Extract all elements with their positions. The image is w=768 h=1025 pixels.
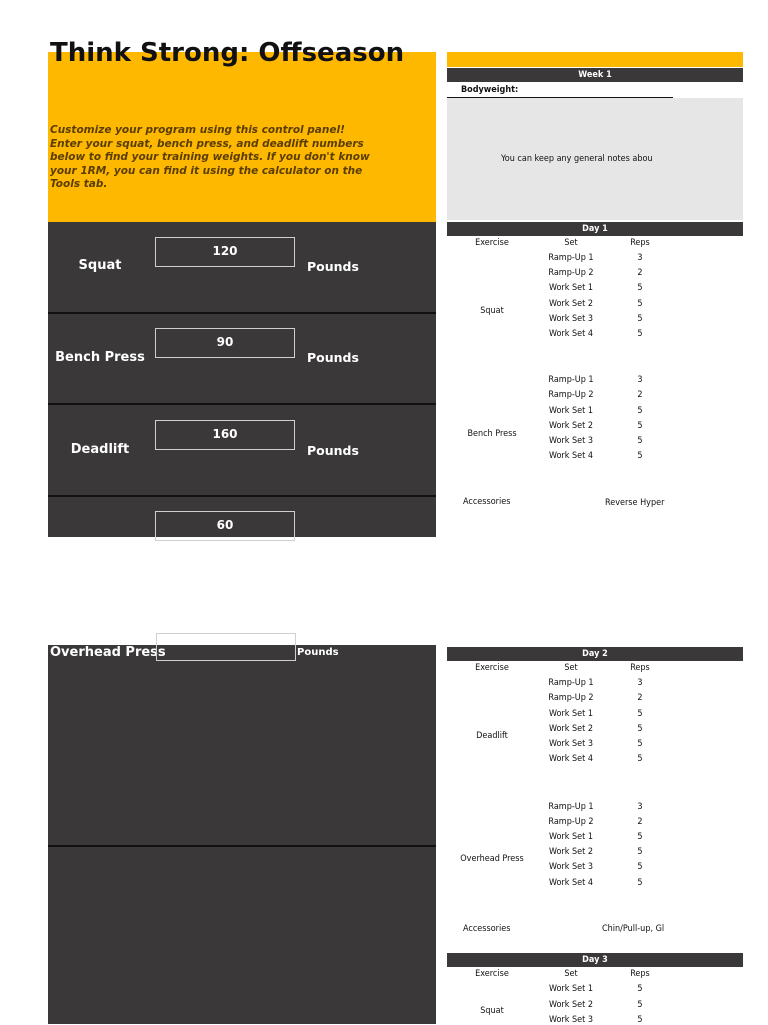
reps-cell: 5	[637, 754, 643, 764]
lift-name: Deadlift	[70, 442, 130, 457]
reps-cell: 5	[637, 1000, 643, 1010]
lift-row-squat	[48, 222, 436, 312]
exercise-name: Squat	[480, 1006, 504, 1016]
reps-cell: 2	[637, 817, 643, 827]
lift-unit: Pounds	[307, 443, 359, 458]
overhead-press-1rm-input[interactable]: 60	[155, 511, 295, 541]
reps-cell: 5	[637, 724, 643, 734]
reps-cell: 2	[637, 268, 643, 278]
lift-row-bench-press	[48, 312, 436, 404]
reps-cell: 5	[637, 878, 643, 888]
set-cell: Work Set 1	[548, 283, 594, 293]
set-cell: Ramp-Up 1	[548, 253, 594, 263]
reps-cell: 5	[637, 421, 643, 431]
lift-row-overhead-press-partial	[48, 495, 436, 537]
set-cell: Ramp-Up 1	[548, 678, 594, 688]
set-cell: Work Set 4	[548, 754, 594, 764]
bodyweight-label: Bodyweight:	[461, 85, 519, 95]
intro-text: Customize your program using this control panel! Enter your squat, bench press, and deadlift numbers below to find your training weights. If you don't know your 1RM, you can find it using the calculator on the Tools tab.	[50, 124, 370, 190]
accessories-label: Accessories	[463, 924, 511, 934]
set-cell: Work Set 2	[548, 421, 594, 431]
control-panel	[48, 38, 436, 532]
set-cell: Ramp-Up 1	[548, 375, 594, 385]
set-cell: Work Set 2	[548, 1000, 594, 1010]
lift-unit: Pounds	[297, 647, 339, 658]
reps-cell: 3	[637, 253, 643, 263]
set-cell: Work Set 1	[548, 984, 594, 994]
set-cell: Work Set 4	[548, 329, 594, 339]
set-cell: Ramp-Up 2	[548, 390, 594, 400]
deadlift-1rm-input[interactable]: 160	[155, 420, 295, 450]
set-cell: Work Set 3	[548, 314, 594, 324]
set-cell: Work Set 1	[548, 832, 594, 842]
accessories-label: Accessories	[463, 497, 511, 507]
reps-cell: 5	[637, 406, 643, 416]
notes-box[interactable]	[447, 98, 743, 220]
set-cell: Work Set 1	[548, 406, 594, 416]
squat-1rm-input[interactable]: 120	[155, 237, 295, 267]
lift-unit: Pounds	[307, 350, 359, 365]
lift-name: Squat	[78, 258, 122, 273]
exercise-name: Bench Press	[467, 429, 517, 439]
lift-name: Bench Press	[55, 350, 145, 365]
set-cell: Ramp-Up 2	[548, 817, 594, 827]
reps-header: Reps	[630, 969, 650, 979]
lift-unit: Pounds	[307, 259, 359, 274]
exercise-header: Exercise	[475, 969, 509, 979]
sheet-header-strip	[447, 52, 743, 67]
reps-cell: 5	[637, 832, 643, 842]
bench-press-1rm-input[interactable]: 90	[155, 328, 295, 358]
reps-cell: 5	[637, 984, 643, 994]
reps-cell: 2	[637, 693, 643, 703]
notes-text: You can keep any general notes abou	[501, 154, 653, 164]
set-header: Set	[564, 663, 578, 673]
set-cell: Ramp-Up 2	[548, 693, 594, 703]
reps-cell: 3	[637, 802, 643, 812]
reps-cell: 3	[637, 375, 643, 385]
control-panel-continued	[48, 634, 436, 1024]
set-cell: Work Set 3	[548, 436, 594, 446]
set-cell: Work Set 3	[548, 1015, 594, 1025]
accessories-value: Reverse Hyper	[605, 498, 665, 508]
day-2-label: Day 2	[447, 647, 743, 661]
set-cell: Work Set 2	[548, 724, 594, 734]
reps-cell: 5	[637, 283, 643, 293]
day-3-label: Day 3	[447, 953, 743, 967]
reps-cell: 5	[637, 862, 643, 872]
lift-row-deadlift	[48, 403, 436, 496]
reps-cell: 5	[637, 299, 643, 309]
control-panel-header	[48, 38, 436, 222]
reps-cell: 5	[637, 847, 643, 857]
reps-cell: 5	[637, 329, 643, 339]
reps-cell: 5	[637, 739, 643, 749]
week-label: Week 1	[447, 68, 743, 82]
reps-header: Reps	[630, 663, 650, 673]
day-1-label: Day 1	[447, 222, 743, 236]
set-cell: Work Set 3	[548, 862, 594, 872]
set-cell: Work Set 3	[548, 739, 594, 749]
overhead-press-1rm-input-continued[interactable]: 60	[156, 633, 296, 661]
reps-cell: 2	[637, 390, 643, 400]
set-cell: Ramp-Up 2	[548, 268, 594, 278]
reps-cell: 5	[637, 1015, 643, 1025]
reps-cell: 3	[637, 678, 643, 688]
set-cell: Work Set 4	[548, 451, 594, 461]
exercise-header: Exercise	[475, 663, 509, 673]
reps-cell: 5	[637, 709, 643, 719]
set-cell: Ramp-Up 1	[548, 802, 594, 812]
accessories-value: Chin/Pull-up, Gl	[602, 924, 665, 934]
reps-cell: 5	[637, 314, 643, 324]
set-header: Set	[564, 969, 578, 979]
exercise-name: Overhead Press	[460, 854, 524, 864]
program-sheet-page-2	[447, 645, 743, 1024]
reps-header: Reps	[630, 238, 650, 248]
row-divider	[48, 845, 436, 847]
exercise-header: Exercise	[475, 238, 509, 248]
reps-cell: 5	[637, 451, 643, 461]
exercise-name: Deadlift	[476, 731, 508, 741]
set-cell: Work Set 1	[548, 709, 594, 719]
set-header: Set	[564, 238, 578, 248]
set-cell: Work Set 2	[548, 299, 594, 309]
lift-name: Overhead Press	[50, 645, 166, 660]
set-cell: Work Set 2	[548, 847, 594, 857]
reps-cell: 5	[637, 436, 643, 446]
exercise-name: Squat	[480, 306, 504, 316]
program-sheet-page-1	[447, 52, 743, 526]
page-title: Think Strong: Offseason	[50, 38, 405, 68]
set-cell: Work Set 4	[548, 878, 594, 888]
